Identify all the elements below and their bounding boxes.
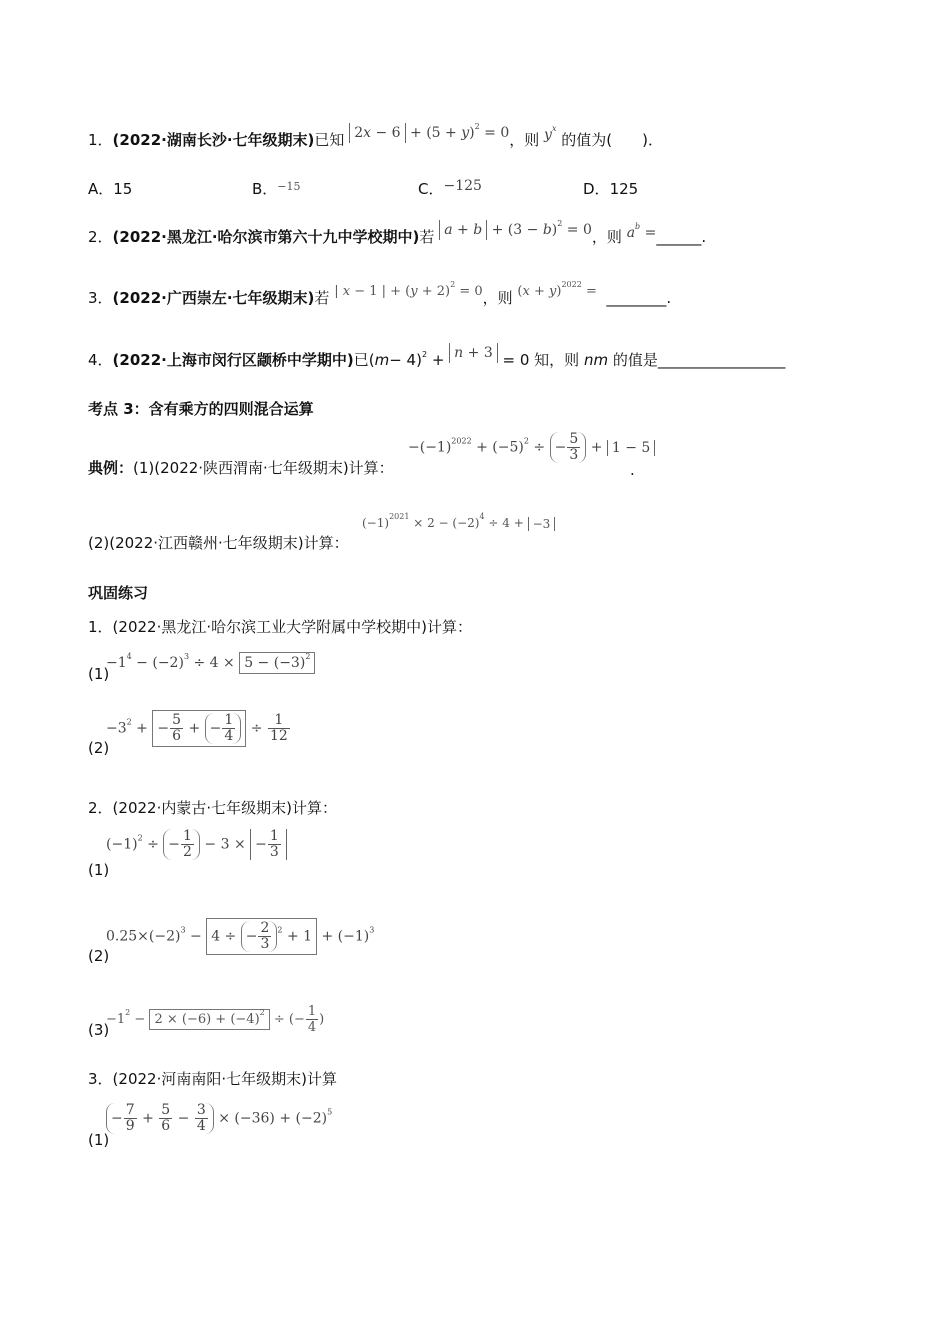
practice-q2-head: 2．(2022·内蒙古·七年级期末)计算： [88, 799, 337, 817]
practice-q1-1-expression: $-1^4 - (-2)^3 \div 4 \times 5 - (-3)^2$ [106, 652, 315, 674]
practice-q2-2-label: (2) [88, 947, 110, 965]
q3-number: 3． [88, 289, 113, 307]
example-label: 典例： [88, 459, 134, 477]
question-3 [88, 280, 672, 310]
q4-equation: $(m- 4)^2 + n + 3 = 0$ [368, 345, 535, 369]
q2-blank[interactable]: ______. [656, 228, 707, 246]
example-1-prompt: (1)(2022·陕西渭南·七年级期末)计算： [133, 459, 394, 477]
q4-nm: nm [583, 351, 609, 369]
q3-expr: $(x + y)^{2022}$ = [517, 280, 597, 299]
q2-number: 2． [88, 228, 113, 246]
question-2 [88, 219, 707, 248]
q4-tail: 知，则 [534, 351, 580, 369]
practice-q1-2-label: (2) [88, 739, 110, 757]
q1-number: 1． [88, 131, 113, 149]
section-title: 考点 3：含有乘方的四则混合运算 [88, 400, 314, 418]
q3-pre: 若 [314, 289, 330, 307]
example-2-prompt: (2)(2022·江西赣州·七年级期末)计算： [88, 534, 349, 552]
example-1-dot: . [630, 461, 635, 479]
example-2-expression: $(-1)^{2021} \times 2 - (-2)^4 \div 4 + -3$ [362, 516, 555, 531]
q1-option-c[interactable]: C．−125 [418, 178, 482, 198]
practice-q2-1-expression: $(-1)^2$ ÷ − $\frac{1}{2}$ − 3 × − $\frac{1}{3}$ [106, 829, 287, 860]
example-1-expression: $-(-1)^{2022} + (-5)^2$ ÷ − $\frac{5}{3}$ + 1 − 5 [408, 432, 655, 463]
q2-source: (2022·黑龙江·哈尔滨市第六十九中学校期中) [112, 228, 420, 246]
practice-q2-1-label: (1) [88, 861, 110, 879]
practice-q2-2-expression: $0.25\times(-2)^3 - 4$ ÷ − $\frac{2}{3}$ $^2 + 1 + (-1)^3$ [106, 918, 374, 955]
practice-q3-1-label: (1) [88, 1131, 110, 1149]
q1-post: 的值为( )． [561, 131, 663, 149]
q1-source: (2022·湖南长沙·七年级期末) [112, 131, 315, 149]
practice-title: 巩固练习 [88, 584, 149, 602]
practice-q1-1-label: (1) [88, 665, 110, 683]
q1-option-b[interactable]: B．$^{-15}$ [252, 180, 301, 198]
q1-mid: ，则 [509, 131, 540, 149]
q4-pre: 已 [353, 351, 369, 369]
question-1 [88, 122, 663, 151]
q3-mid: ，则 [482, 289, 513, 307]
example-1 [88, 458, 394, 478]
q3-source: (2022·广西崇左·七年级期末) [112, 289, 315, 307]
q4-blank[interactable]: 的值是_________________ [612, 351, 786, 369]
example-2 [88, 533, 349, 553]
q1-equation: $2x - 6 + (5 + y)^2 = 0$ [349, 125, 509, 141]
q1-option-a[interactable]: A．15 [88, 180, 133, 198]
practice-q1-2-expression: $-3^2$ + − $\frac{5}{6}$ + − $\frac{1}{4}$ ÷ $\frac{1}{12}$ [106, 710, 291, 747]
q4-source: (2022·上海市闵行区颛桥中学期中) [112, 351, 354, 369]
q2-pre: 若 [419, 228, 435, 246]
q3-blank[interactable]: ________. [606, 289, 672, 307]
q1-option-d[interactable]: D．125 [583, 180, 639, 198]
practice-q1-head: 1．(2022·黑龙江·哈尔滨工业大学附属中学校期中)计算： [88, 618, 472, 636]
question-4 [88, 345, 786, 371]
practice-q3-1-expression: − $\frac{7}{9}$ + $\frac{5}{6}$ − $\frac{3}{4}$ × $(-36) + (-2)^5$ [106, 1103, 332, 1134]
practice-q2-3-label: (3) [88, 1021, 110, 1039]
q2-expr: $a^b$ = [626, 222, 657, 241]
practice-q3-head: 3．(2022·河南南阳·七年级期末)计算 [88, 1070, 337, 1088]
q1-expr: $y^x$ [544, 124, 557, 143]
q1-pre: 已知 [314, 131, 345, 149]
practice-q2-3-expression: $-1^2 - 2 \times (-6) + (-4)^2$ ÷ (− $\frac{1}{4}$ ) [106, 1004, 325, 1035]
q2-equation: $a + b + (3 - b)^2 = 0$ [439, 222, 592, 238]
q4-number: 4． [88, 351, 113, 369]
q2-mid: ，则 [591, 228, 622, 246]
q3-equation: | x − 1 | + $(y + 2)^2 = 0$ [334, 280, 483, 299]
